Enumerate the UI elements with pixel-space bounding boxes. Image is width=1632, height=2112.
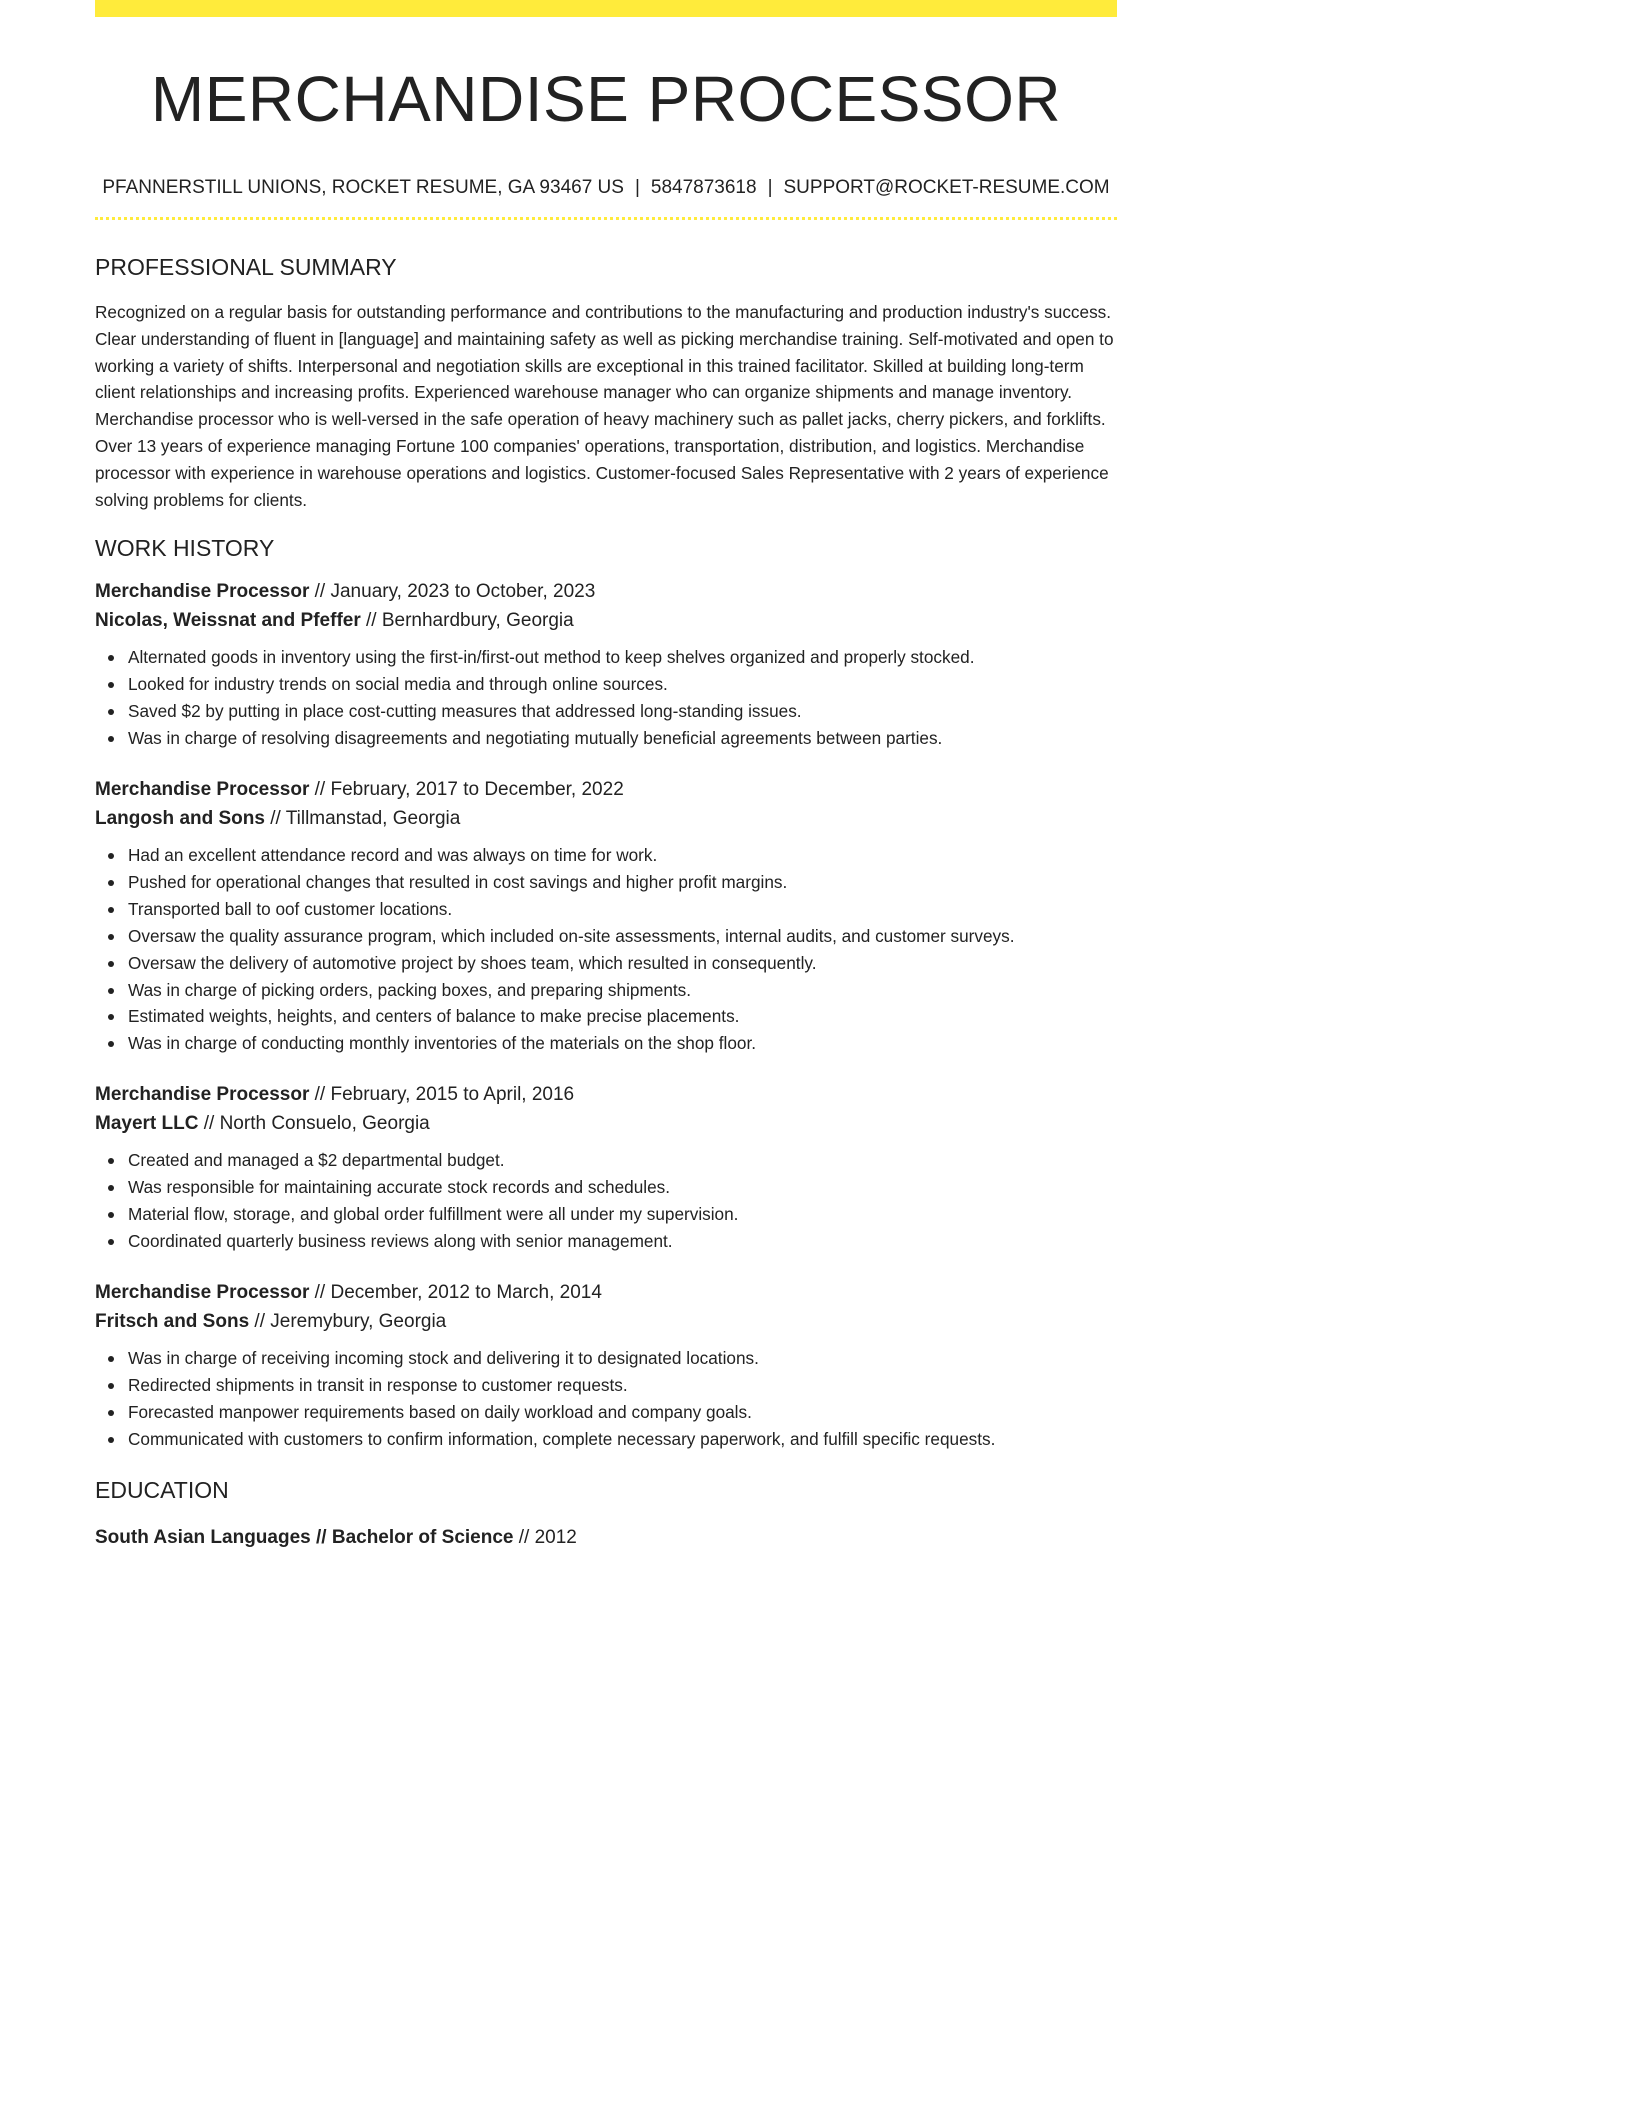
job-company: Fritsch and Sons	[95, 1310, 250, 1332]
job-list	[95, 577, 1117, 1452]
job-company-line	[95, 1109, 1117, 1138]
job-bullet: Forecasted manpower requirements based on daily workload and company goals.	[128, 1399, 1117, 1426]
job-dates: // January, 2023 to October, 2023	[309, 581, 596, 603]
resume-page	[95, 0, 1117, 1552]
job-bullet-list	[95, 842, 1117, 1057]
job-bullet: Transported ball to oof customer locations.	[128, 896, 1117, 923]
job-company: Mayert LLC	[95, 1113, 199, 1135]
job-entry	[95, 1278, 1117, 1453]
contact-phone: 5847873618	[650, 177, 757, 198]
job-title-line	[95, 775, 1117, 804]
job-bullet-list	[95, 644, 1117, 752]
job-entry	[95, 775, 1117, 1057]
job-location: // Bernhardbury, Georgia	[360, 610, 574, 632]
job-location: // Tillmanstad, Georgia	[264, 808, 461, 829]
job-company: Nicolas, Weissnat and Pfeffer	[95, 610, 361, 632]
job-bullet: Was in charge of receiving incoming stock and delivering it to designated locations.	[128, 1345, 1117, 1372]
job-bullet: Oversaw the quality assurance program, which included on-site assessments, internal audits, and customer surveys.	[128, 923, 1117, 950]
job-bullet: Pushed for operational changes that resulted in cost savings and higher profit margins.	[128, 869, 1117, 896]
contact-line	[95, 175, 1117, 201]
accent-top-bar	[95, 0, 1117, 17]
education-field: South Asian Languages	[95, 1526, 311, 1548]
contact-separator: |	[767, 177, 773, 198]
job-title-line	[95, 1080, 1117, 1109]
contact-separator: |	[634, 177, 640, 198]
job-location: // Jeremybury, Georgia	[249, 1310, 447, 1332]
dotted-divider	[95, 217, 1117, 220]
job-company-line	[95, 1307, 1117, 1336]
education-separator: //	[310, 1526, 332, 1548]
job-bullet-list	[95, 1147, 1117, 1255]
education-year: // 2012	[513, 1526, 577, 1548]
resume-name: MERCHANDISE PROCESSOR	[150, 63, 1062, 135]
job-bullet: Had an excellent attendance record and was always on time for work.	[128, 842, 1117, 869]
job-dates: // February, 2015 to April, 2016	[309, 1084, 575, 1106]
job-bullet: Looked for industry trends on social media and through online sources.	[128, 671, 1117, 698]
education-degree: Bachelor of Science	[331, 1526, 514, 1548]
contact-email: SUPPORT@ROCKET-RESUME.COM	[783, 177, 1110, 198]
job-bullet: Estimated weights, heights, and centers of balance to make precise placements.	[128, 1003, 1117, 1030]
job-role: Merchandise Processor	[95, 1281, 310, 1303]
job-location: // North Consuelo, Georgia	[198, 1113, 430, 1135]
job-bullet: Was responsible for maintaining accurate stock records and schedules.	[128, 1174, 1117, 1201]
job-entry	[95, 577, 1117, 752]
job-bullet: Redirected shipments in transit in response to customer requests.	[128, 1372, 1117, 1399]
job-bullet: Created and managed a $2 departmental budget.	[128, 1147, 1117, 1174]
summary-heading: PROFESSIONAL SUMMARY	[95, 254, 397, 280]
summary-text: Recognized on a regular basis for outstanding performance and contributions to the manufacturing and production industry's success. Clear understanding of fluent in [language] and maintaining safety as well as picking merchandise training. Self-motivated and open to working a variety of shifts. Interpersonal and negotiation skills are exceptional in this trained facilitator. Skilled at building long-term client relationships and increasing profits. Experienced warehouse manager who can organize shipments and manage inventory. Merchandise processor who is well-versed in the safe operation of heavy machinery such as pallet jacks, cherry pickers, and forklifts. Over 13 years of experience managing Fortune 100 companies' operations, transportation, distribution, and logistics. Merchandise processor with experience in warehouse operations and logistics. Customer-focused Sales Representative with 2 years of experience solving problems for clients.	[95, 302, 1114, 510]
job-bullet: Alternated goods in inventory using the first-in/first-out method to keep shelves organized and properly stocked.	[128, 644, 1117, 671]
job-bullet: Material flow, storage, and global order fulfillment were all under my supervision.	[128, 1201, 1117, 1228]
job-bullet: Was in charge of resolving disagreements and negotiating mutually beneficial agreements between parties.	[128, 725, 1117, 752]
job-company: Langosh and Sons	[95, 808, 265, 829]
job-role: Merchandise Processor	[95, 1084, 310, 1106]
job-dates: // December, 2012 to March, 2014	[309, 1281, 602, 1303]
job-bullet: Coordinated quarterly business reviews along with senior management.	[128, 1228, 1117, 1255]
job-bullet-list	[95, 1345, 1117, 1453]
job-bullet: Was in charge of picking orders, packing boxes, and preparing shipments.	[128, 977, 1117, 1004]
education-entry	[95, 1523, 1117, 1552]
contact-address: PFANNERSTILL UNIONS, ROCKET RESUME, GA 93467 US	[102, 177, 624, 198]
job-role: Merchandise Processor	[95, 581, 310, 603]
job-bullet: Was in charge of conducting monthly inventories of the materials on the shop floor.	[128, 1030, 1117, 1057]
job-company-line	[95, 804, 1117, 833]
job-company-line	[95, 606, 1117, 635]
job-title-line	[95, 1278, 1117, 1307]
education-heading: EDUCATION	[95, 1476, 229, 1503]
job-title-line	[95, 577, 1117, 606]
job-bullet: Saved $2 by putting in place cost-cutting measures that addressed long-standing issues.	[128, 698, 1117, 725]
job-entry	[95, 1080, 1117, 1255]
job-role: Merchandise Processor	[95, 779, 310, 800]
work-history-heading: WORK HISTORY	[95, 535, 275, 562]
job-bullet: Oversaw the delivery of automotive project by shoes team, which resulted in consequently.	[128, 950, 1117, 977]
job-dates: // February, 2017 to December, 2022	[309, 779, 624, 800]
job-bullet: Communicated with customers to confirm information, complete necessary paperwork, and fulfill specific requests.	[128, 1426, 1117, 1453]
